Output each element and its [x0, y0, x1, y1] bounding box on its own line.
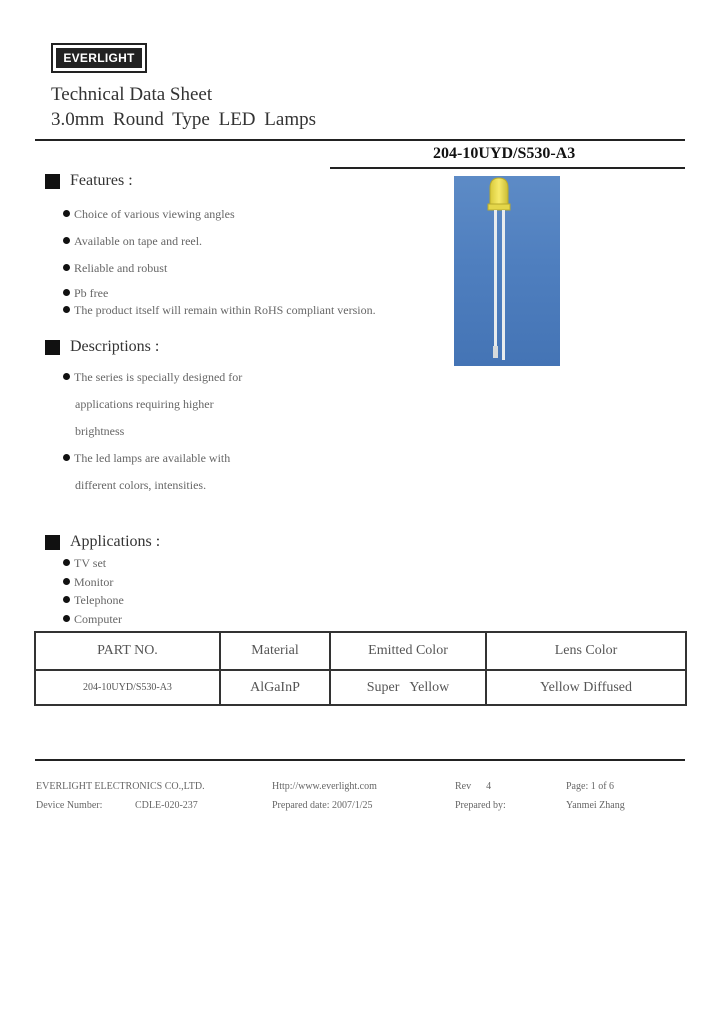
footer-divider — [35, 759, 685, 761]
features-heading: Features : — [70, 172, 133, 189]
logo-text: EVERLIGHT — [56, 48, 142, 68]
header-emitted-color: Emitted Color — [330, 632, 486, 670]
cell-material: AlGaInP — [220, 670, 330, 705]
bullet-icon — [63, 264, 70, 271]
feature-item: Pb free — [63, 286, 108, 301]
bullet-icon — [63, 596, 70, 603]
applications-heading: Applications : — [70, 533, 161, 550]
document-title: Technical Data Sheet — [51, 84, 213, 105]
bullet-icon — [63, 578, 70, 585]
description-item: The led lamps are available with — [63, 451, 230, 466]
bullet-icon — [63, 306, 70, 313]
descriptions-heading: Descriptions : — [70, 338, 160, 355]
bullet-icon — [63, 237, 70, 244]
header-material: Material — [220, 632, 330, 670]
yellow-led-lamp-icon — [454, 176, 560, 366]
cell-emitted-color: Super Yellow — [330, 670, 486, 705]
document-subtitle: 3.0mm Round Type LED Lamps — [51, 109, 316, 130]
header-lens-color: Lens Color — [486, 632, 686, 670]
everlight-logo — [51, 43, 147, 73]
footer-prepared-date: Prepared date: 2007/1/25 — [272, 800, 373, 811]
applications-square-icon — [45, 535, 60, 550]
description-line: applications requiring higher — [75, 397, 214, 411]
application-item: Computer — [63, 612, 122, 627]
feature-item: Available on tape and reel. — [63, 234, 202, 249]
footer-prepared-by-label: Prepared by: — [455, 800, 506, 811]
cell-lens-color: Yellow Diffused — [486, 670, 686, 705]
led-product-photo — [454, 176, 560, 366]
footer-url: Http://www.everlight.com — [272, 781, 377, 792]
bullet-icon — [63, 373, 70, 380]
application-item: Telephone — [63, 593, 124, 608]
footer-prepared-by: Yanmei Zhang — [566, 800, 625, 811]
footer-company: EVERLIGHT ELECTRONICS CO.,LTD. — [36, 781, 205, 792]
application-item: TV set — [63, 556, 106, 571]
footer-device-label: Device Number: — [36, 800, 103, 811]
footer-revision: Rev 4 — [455, 781, 492, 792]
table-header-row — [35, 632, 686, 670]
bullet-icon — [63, 289, 70, 296]
header-divider — [35, 139, 685, 141]
application-item: Monitor — [63, 575, 113, 590]
feature-item: The product itself will remain within RoHS compliant version. — [63, 303, 376, 318]
feature-item: Choice of various viewing angles — [63, 207, 235, 222]
bullet-icon — [63, 210, 70, 217]
part-number-divider — [330, 167, 685, 169]
bullet-icon — [63, 454, 70, 461]
feature-item: Reliable and robust — [63, 261, 167, 276]
part-spec-table — [34, 631, 687, 706]
table-row — [35, 670, 686, 705]
description-item: The series is specially designed for — [63, 370, 242, 385]
footer-device-number: CDLE-020-237 — [135, 800, 198, 811]
cell-part-no: 204-10UYD/S530-A3 — [35, 670, 220, 705]
description-line: different colors, intensities. — [75, 478, 207, 492]
bullet-icon — [63, 559, 70, 566]
description-line: brightness — [75, 424, 125, 438]
bullet-icon — [63, 615, 70, 622]
header-part-no: PART NO. — [35, 632, 220, 670]
part-number: 204-10UYD/S530-A3 — [433, 145, 576, 162]
footer-page: Page: 1 of 6 — [566, 781, 615, 792]
descriptions-square-icon — [45, 340, 60, 355]
features-square-icon — [45, 174, 60, 189]
